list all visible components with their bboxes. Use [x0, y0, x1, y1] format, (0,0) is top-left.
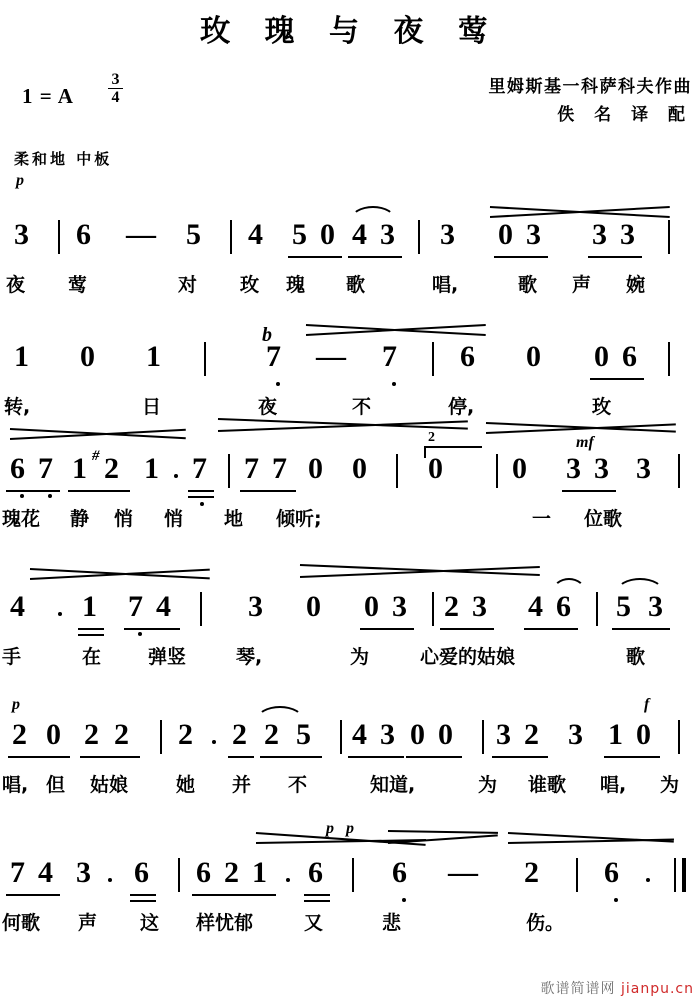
beam-underline	[348, 756, 404, 758]
beam-underline	[288, 256, 342, 258]
dynamic-p-1: p	[16, 172, 24, 189]
note: 6	[196, 856, 211, 889]
note: 3	[76, 856, 91, 889]
barline	[396, 454, 398, 488]
lyric: 琴,	[236, 646, 263, 668]
beam-underline	[80, 756, 140, 758]
note: 1	[82, 590, 97, 623]
time-signature	[108, 72, 123, 105]
note: 3	[648, 590, 663, 623]
note: 2	[444, 590, 459, 623]
barline	[432, 342, 434, 376]
lyric: 并	[232, 774, 252, 796]
note: 3	[636, 452, 651, 485]
note: 6	[10, 452, 25, 485]
lyric: 对	[178, 274, 198, 296]
barline	[432, 592, 434, 626]
barline	[668, 220, 670, 254]
note: 3	[594, 452, 609, 485]
expression-marking: 柔和地 中板	[14, 150, 113, 168]
beam-underline	[260, 756, 322, 758]
system-4-lyrics	[0, 642, 700, 676]
lyric: 唱,	[2, 774, 29, 796]
beam-underline	[492, 756, 548, 758]
beam-underline	[78, 628, 104, 630]
note: 7	[10, 856, 25, 889]
lyric: 为	[478, 774, 498, 796]
lyric: 不	[288, 774, 308, 796]
beam-underline	[524, 628, 578, 630]
note: 0	[594, 340, 609, 373]
note: 5	[296, 718, 311, 751]
note: 2	[524, 856, 539, 889]
beam-underline	[494, 256, 548, 258]
barline	[482, 720, 484, 754]
note: 1	[146, 340, 161, 373]
lyric: 静	[70, 508, 90, 530]
beam-underline	[406, 756, 462, 758]
note: 0	[438, 718, 453, 751]
beam-underline	[562, 490, 616, 492]
note: 6	[134, 856, 149, 889]
system-6-lyrics	[0, 908, 700, 942]
time-signature-denominator: 4	[111, 89, 120, 106]
sharp-accidental: #	[92, 448, 100, 464]
note: 3	[568, 718, 583, 751]
note: 0	[352, 452, 367, 485]
octave-dot-low	[614, 898, 618, 902]
note-dash: —	[448, 856, 478, 889]
lyric: 她	[176, 774, 196, 796]
final-barline	[674, 858, 676, 892]
note: 7	[192, 452, 207, 485]
note: 5	[292, 218, 307, 251]
barline	[596, 592, 598, 626]
system-1-lyrics	[0, 270, 700, 304]
barline	[340, 720, 342, 754]
watermark	[541, 978, 694, 998]
lyric: 转,	[4, 396, 31, 418]
lyric: 地	[224, 508, 244, 530]
system-4	[0, 590, 700, 670]
duration-dot	[646, 878, 650, 882]
credit-composer: 里姆斯基一科萨科夫作曲	[488, 77, 692, 97]
system-1	[0, 218, 700, 298]
watermark-text: 歌谱简谱网	[540, 981, 621, 997]
note: 4	[10, 590, 25, 623]
beam-underline	[440, 628, 494, 630]
barline	[352, 858, 354, 892]
lyric: 谁歌	[528, 774, 567, 796]
note: 1	[14, 340, 29, 373]
note: 4	[248, 218, 263, 251]
note: 0	[320, 218, 335, 251]
system-1-notes	[0, 218, 700, 264]
note: 2	[524, 718, 539, 751]
note: 7	[244, 452, 259, 485]
dynamic-pp: p p	[326, 820, 358, 837]
lyric: 声	[572, 274, 592, 296]
beam-underline	[124, 628, 180, 630]
note: 2	[178, 718, 193, 751]
barline	[678, 720, 680, 754]
beam-underline	[192, 894, 276, 896]
note: 0	[46, 718, 61, 751]
lyric: 知道,	[370, 774, 416, 796]
beam-underline	[590, 378, 644, 380]
note: 6	[308, 856, 323, 889]
lyric: 一	[532, 508, 552, 530]
lyric: 玫	[592, 396, 612, 418]
beam-underline	[6, 490, 60, 492]
note: 4	[38, 856, 53, 889]
note: 6	[76, 218, 91, 251]
beam-underline	[604, 756, 660, 758]
lyric: 样忧郁	[196, 912, 254, 934]
system-2-lyrics	[0, 392, 700, 426]
octave-dot-low	[276, 382, 280, 386]
octave-dot-low	[48, 494, 52, 498]
note: 1	[608, 718, 623, 751]
lyric: 何歌	[2, 912, 41, 934]
beam-underline	[304, 894, 330, 896]
barline	[228, 454, 230, 488]
note: 0	[308, 452, 323, 485]
note: 0	[526, 340, 541, 373]
beam-underline	[130, 900, 156, 902]
barline	[178, 858, 180, 892]
beam-underline	[612, 628, 670, 630]
duration-dot	[58, 612, 62, 616]
note: 2	[84, 718, 99, 751]
flat-accidental: b	[262, 324, 272, 346]
note: 4	[352, 718, 367, 751]
lyric: 玫	[240, 274, 260, 296]
duration-dot	[212, 740, 216, 744]
barline	[200, 592, 202, 626]
note: 7	[128, 590, 143, 623]
note: 0	[636, 718, 651, 751]
beam-underline	[8, 756, 70, 758]
lyric: 婉	[626, 274, 646, 296]
lyric: 这	[140, 912, 160, 934]
note: 0	[306, 590, 321, 623]
barline	[160, 720, 162, 754]
lyric: 手	[2, 646, 22, 668]
dynamic-p-2: p	[12, 696, 20, 713]
note: 7	[382, 340, 397, 373]
note: 3	[592, 218, 607, 251]
note: 4	[156, 590, 171, 623]
note: 2	[224, 856, 239, 889]
beam-underline	[240, 490, 296, 492]
system-5	[0, 696, 700, 798]
dynamic-mf: mf	[576, 434, 594, 451]
note: 3	[248, 590, 263, 623]
system-3	[0, 430, 700, 532]
system-4-notes	[0, 590, 700, 636]
note: 5	[616, 590, 631, 623]
barline	[678, 454, 680, 488]
note: 7	[272, 452, 287, 485]
system-6-notes	[0, 820, 700, 902]
system-3-notes	[0, 430, 700, 498]
beam-underline	[588, 256, 642, 258]
note: 2	[104, 452, 119, 485]
lyric: 唱,	[600, 774, 627, 796]
lyric: 不	[352, 396, 372, 418]
lyric: 位歌	[584, 508, 623, 530]
barline	[496, 454, 498, 488]
note: 7	[266, 340, 281, 373]
barline	[668, 342, 670, 376]
page-title: 玫 瑰 与 夜 莺	[200, 14, 500, 49]
note: 1	[252, 856, 267, 889]
beam-underline	[188, 490, 214, 492]
note: 0	[512, 452, 527, 485]
lyric: 弹竖	[148, 646, 187, 668]
beam-underline	[360, 628, 414, 630]
barline	[230, 220, 232, 254]
note-dash: —	[316, 340, 346, 373]
final-barline-thick	[682, 858, 686, 892]
octave-dot-low	[138, 632, 142, 636]
note: 1	[72, 452, 87, 485]
note-dash: 0	[428, 452, 443, 485]
lyric: 但	[46, 774, 66, 796]
lyric: 歌	[346, 274, 366, 296]
system-2	[0, 324, 700, 420]
lyric: 倾听;	[276, 508, 322, 530]
duration-dot	[174, 474, 178, 478]
credit-translator: 佚 名 译 配	[557, 105, 692, 125]
note: 6	[460, 340, 475, 373]
beam-underline	[228, 756, 254, 758]
note: 3	[392, 590, 407, 623]
beam-underline	[188, 496, 214, 498]
lyric: 夜	[6, 274, 26, 296]
barline	[576, 858, 578, 892]
note: 3	[380, 218, 395, 251]
lyric: 悲	[382, 912, 402, 934]
note: 3	[526, 218, 541, 251]
lyric: 声	[78, 912, 98, 934]
note: 5	[186, 218, 201, 251]
note: 4	[528, 590, 543, 623]
system-5-lyrics	[0, 770, 700, 804]
beam-underline	[348, 256, 402, 258]
watermark-url: jianpu.cn	[620, 981, 694, 997]
beam-underline	[6, 894, 60, 896]
octave-dot-low	[392, 382, 396, 386]
barline	[418, 220, 420, 254]
note: 3	[472, 590, 487, 623]
lyric: 为	[350, 646, 370, 668]
barline	[58, 220, 60, 254]
note-dash: —	[126, 218, 156, 251]
key-signature: 1 = A	[22, 84, 74, 108]
system-3-lyrics	[0, 504, 700, 538]
note: 2	[264, 718, 279, 751]
note: 6	[604, 856, 619, 889]
note: 1	[144, 452, 159, 485]
lyric: 瑰	[286, 274, 306, 296]
lyric: 夜	[258, 396, 278, 418]
note: 4	[352, 218, 367, 251]
dynamic-f: f	[644, 696, 650, 713]
lyric: 歌	[626, 646, 646, 668]
note: 3	[620, 218, 635, 251]
note: 2	[114, 718, 129, 751]
note: 2	[12, 718, 27, 751]
lyric: 为	[660, 774, 680, 796]
lyric: 心爱的姑娘	[420, 646, 516, 668]
duration-dot	[108, 878, 112, 882]
note: 7	[38, 452, 53, 485]
note: 0	[410, 718, 425, 751]
system-2-notes	[0, 324, 700, 386]
beam-underline	[304, 900, 330, 902]
lyric: 悄	[164, 508, 184, 530]
lyric: 姑娘	[90, 774, 129, 796]
note: 3	[380, 718, 395, 751]
lyric: 唱,	[432, 274, 459, 296]
beam-underline	[78, 634, 104, 636]
lyric: 悄	[114, 508, 134, 530]
lyric: 伤。	[526, 912, 565, 934]
note: 3	[496, 718, 511, 751]
octave-dot-low	[402, 898, 406, 902]
lyric: 日	[142, 396, 162, 418]
note: 6	[556, 590, 571, 623]
lyric: 在	[82, 646, 102, 668]
note: 0	[364, 590, 379, 623]
note: 6	[392, 856, 407, 889]
beam-underline	[130, 894, 156, 896]
slur	[552, 578, 586, 592]
lyric: 歌	[518, 274, 538, 296]
note: 0	[80, 340, 95, 373]
lyric: 停,	[448, 396, 475, 418]
lyric: 瑰花	[2, 508, 41, 530]
system-5-notes	[0, 696, 700, 764]
beam-underline	[68, 490, 130, 492]
lyric: 又	[304, 912, 324, 934]
lyric: 莺	[68, 274, 88, 296]
time-signature-numerator: 3	[111, 71, 120, 88]
duration-dot	[286, 878, 290, 882]
note: 3	[566, 452, 581, 485]
note: 0	[498, 218, 513, 251]
barline	[204, 342, 206, 376]
octave-dot-low	[20, 494, 24, 498]
note: 6	[622, 340, 637, 373]
ending-number: 2	[428, 430, 435, 445]
note: 3	[440, 218, 455, 251]
system-6	[0, 820, 700, 936]
note: 2	[232, 718, 247, 751]
note: 3	[14, 218, 29, 251]
